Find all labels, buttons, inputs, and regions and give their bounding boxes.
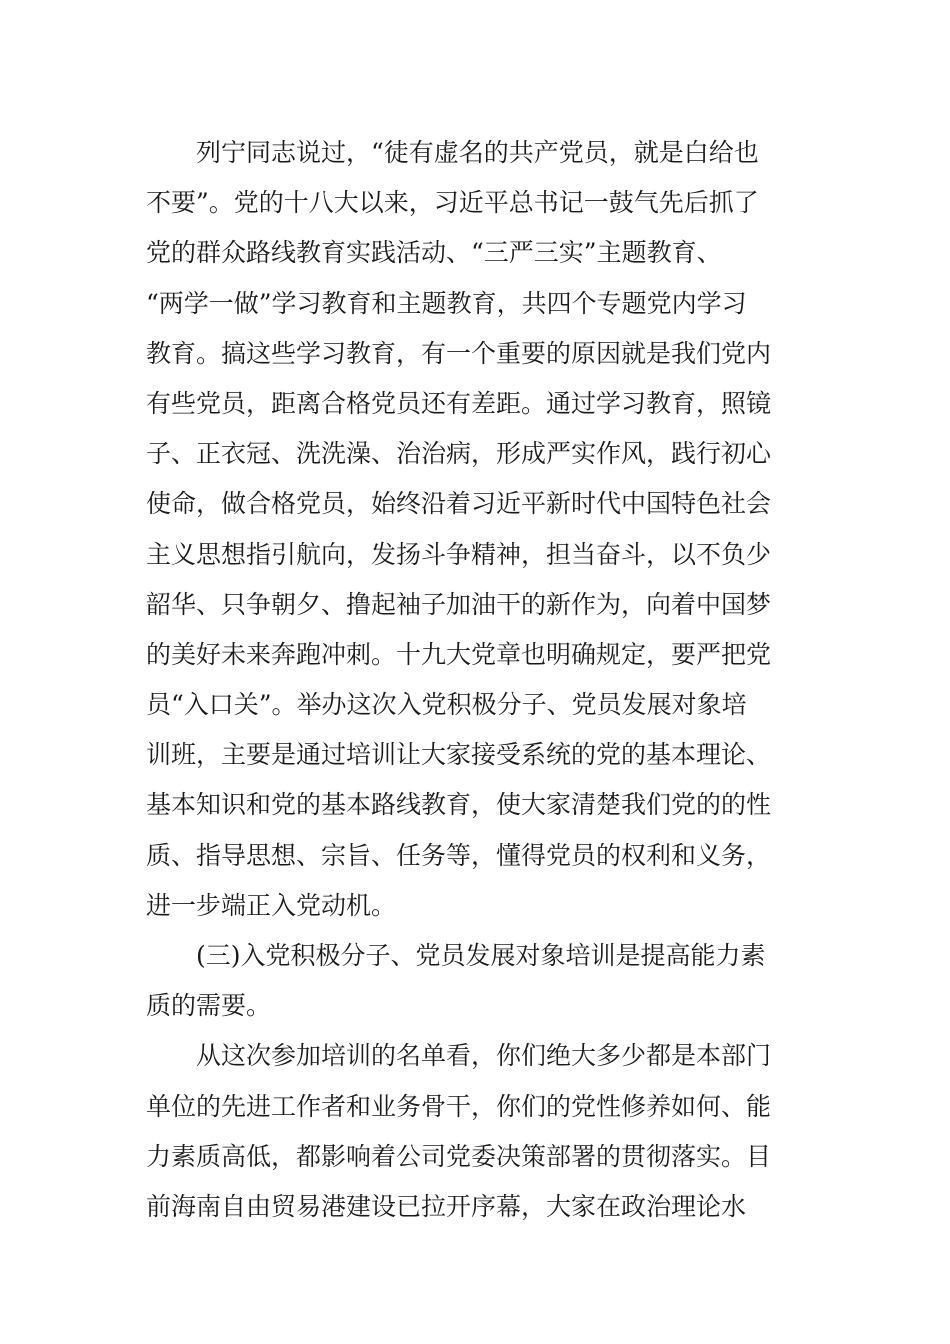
text-line: 使命，做合格党员，始终沿着习近平新时代中国特色社会 xyxy=(146,489,772,519)
text-line: 单位的先进工作者和业务骨干，你们的党性修养如何、能 xyxy=(146,1091,772,1121)
text-line: 韶华、只争朝夕、撸起袖子加油干的新作为，向着中国梦 xyxy=(146,589,772,619)
text-line: 教育。搞这些学习教育，有一个重要的原因就是我们党内 xyxy=(146,338,772,368)
text-line: 训班，主要是通过培训让大家接受系统的党的基本理论、 xyxy=(146,740,772,770)
text-line: 员“入口关”。举办这次入党积极分子、党员发展对象培 xyxy=(146,690,747,720)
section-heading-line: (三)入党积极分子、党员发展对象培训是提高能力素 xyxy=(196,941,766,970)
text-line: 进一步端正入党动机。 xyxy=(146,890,397,920)
text-line: 质、指导思想、宗旨、任务等，懂得党员的权利和义务， xyxy=(146,840,772,870)
text-line: 的美好未来奔跑冲刺。十九大党章也明确规定，要严把党 xyxy=(146,639,772,669)
text-line: 党的群众路线教育实践活动、“三严三实”主题教育、 xyxy=(146,238,722,268)
text-line: 不要”。党的十八大以来，习近平总书记一鼓气先后抓了 xyxy=(146,188,759,218)
text-line: 力素质高低，都影响着公司党委决策部署的贯彻落实。目 xyxy=(146,1141,772,1171)
text-line: 子、正衣冠、洗洗澡、治治病，形成严实作风，践行初心 xyxy=(146,439,772,469)
text-line: 有些党员，距离合格党员还有差距。通过学习教育，照镜 xyxy=(146,388,772,418)
text-line: 从这次参加培训的名单看，你们绝大多少都是本部门 xyxy=(196,1041,772,1071)
text-line: 基本知识和党的基本路线教育，使大家清楚我们党的的性 xyxy=(146,790,772,820)
text-line: 列宁同志说过，“徒有虚名的共产党员，就是白给也 xyxy=(196,138,759,167)
text-line: 前海南自由贸易港建设已拉开序幕，大家在政治理论水 xyxy=(146,1191,747,1221)
text-line: “两学一做”学习教育和主题教育，共四个专题党内学习 xyxy=(146,288,747,318)
section-heading-line: 质的需要。 xyxy=(146,991,272,1021)
text-line: 主义思想指引航向，发扬斗争精神，担当奋斗，以不负少 xyxy=(146,539,772,569)
document-body xyxy=(146,128,786,1232)
